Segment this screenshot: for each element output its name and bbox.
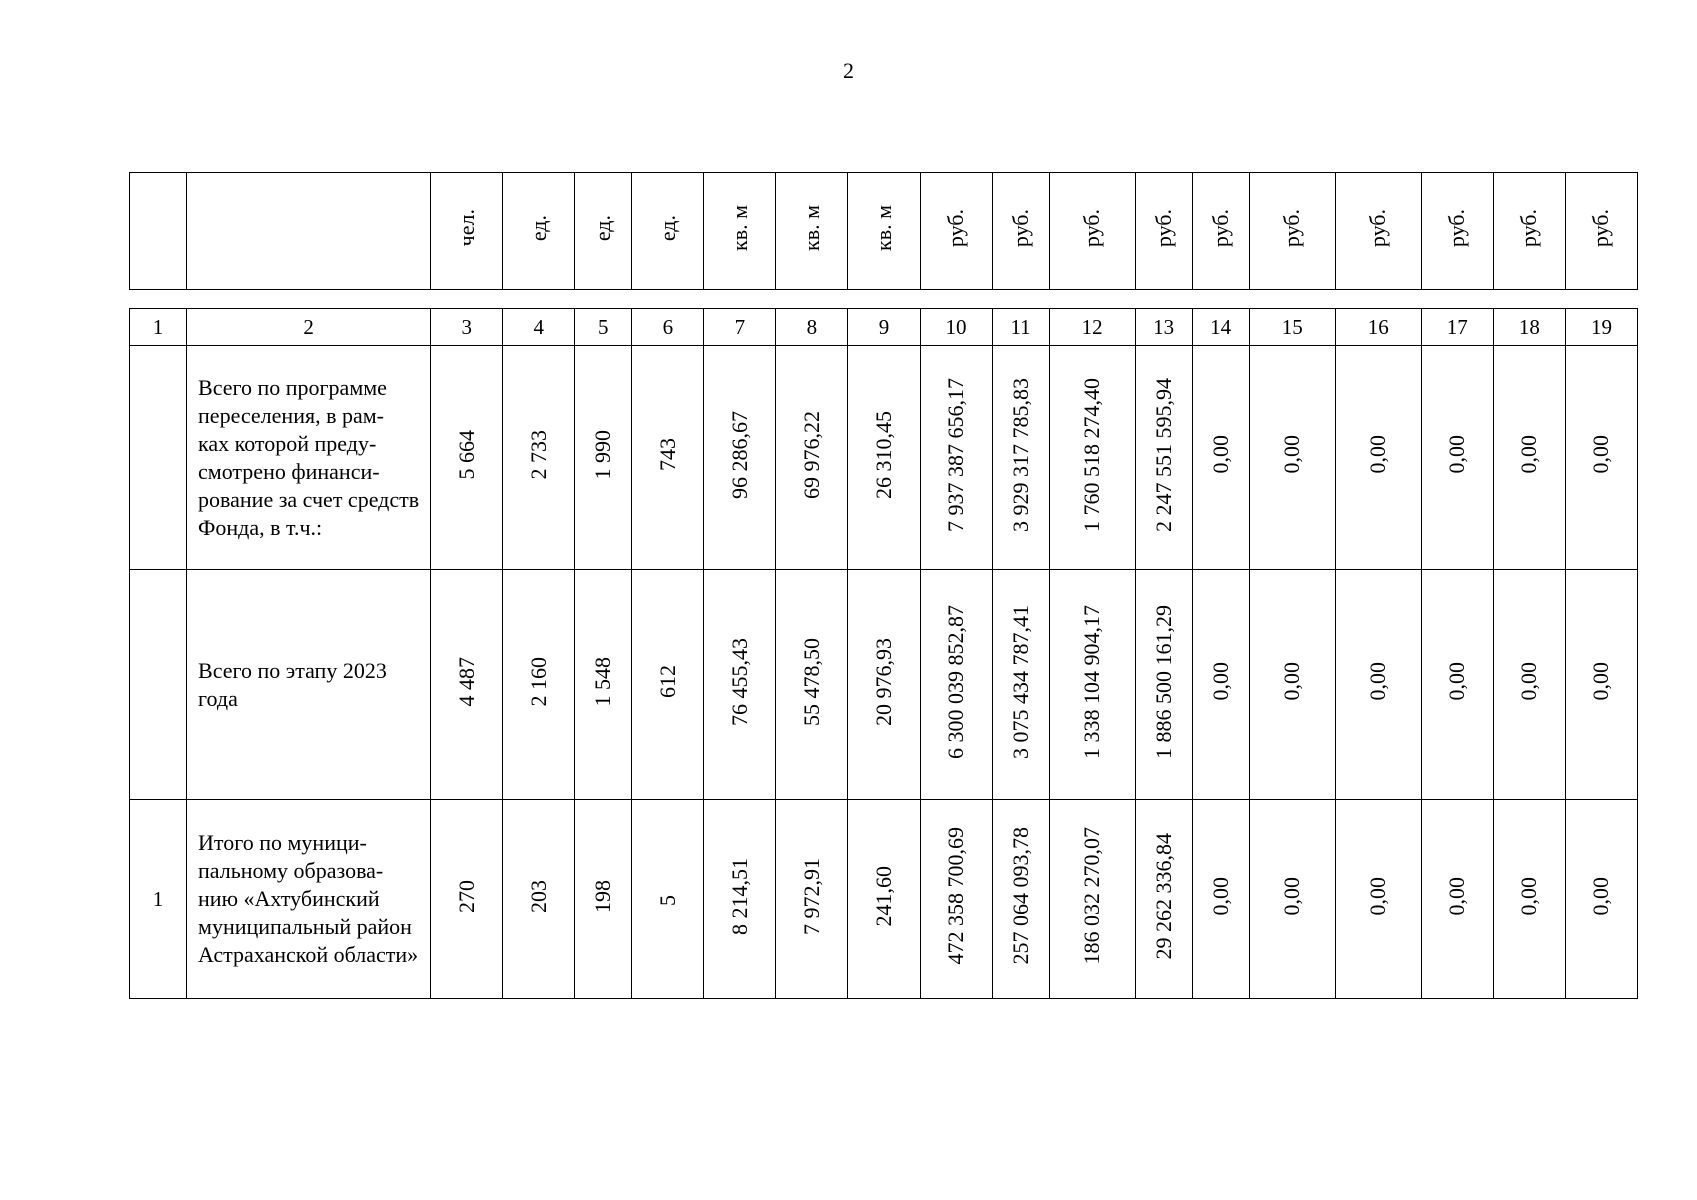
value-cell: 69 976,22 (776, 346, 848, 570)
data-table (129, 308, 1638, 999)
value-cell: 472 358 700,69 (920, 800, 992, 999)
value-cell: 96 286,67 (704, 346, 776, 570)
unit-cell: руб. (920, 173, 992, 290)
value-cell: 257 064 093,78 (992, 800, 1049, 999)
column-index-cell: 14 (1192, 309, 1249, 346)
value-cell: 1 886 500 161,29 (1135, 570, 1192, 800)
value-cell: 0,00 (1335, 570, 1421, 800)
unit-cell: ед. (503, 173, 575, 290)
row-number (130, 570, 187, 800)
value-cell: 203 (503, 800, 575, 999)
value-cell: 1 760 518 274,40 (1049, 346, 1135, 570)
unit-cell: руб. (1135, 173, 1192, 290)
unit-cell: руб. (1049, 173, 1135, 290)
column-index-cell: 15 (1249, 309, 1335, 346)
unit-cell: руб. (1565, 173, 1637, 290)
value-cell: 1 548 (575, 570, 632, 800)
column-index-cell: 2 (187, 309, 431, 346)
value-cell: 26 310,45 (848, 346, 920, 570)
unit-cell: руб. (1493, 173, 1565, 290)
value-cell: 0,00 (1249, 346, 1335, 570)
column-index-cell: 10 (920, 309, 992, 346)
unit-cell: руб. (1421, 173, 1493, 290)
value-cell: 0,00 (1421, 346, 1493, 570)
value-cell: 743 (632, 346, 704, 570)
value-cell: 2 247 551 595,94 (1135, 346, 1192, 570)
column-index-cell: 12 (1049, 309, 1135, 346)
value-cell: 7 937 387 656,17 (920, 346, 992, 570)
value-cell: 0,00 (1192, 570, 1249, 800)
unit-cell: руб. (992, 173, 1049, 290)
value-cell: 0,00 (1335, 800, 1421, 999)
unit-cell: кв. м (776, 173, 848, 290)
value-cell: 20 976,93 (848, 570, 920, 800)
value-cell: 76 455,43 (704, 570, 776, 800)
value-cell: 0,00 (1565, 346, 1637, 570)
units-row (130, 173, 1638, 290)
value-cell: 7 972,91 (776, 800, 848, 999)
table-row (130, 800, 1638, 999)
page-number: 2 (843, 58, 854, 83)
column-index-cell: 3 (431, 309, 503, 346)
header-cell-empty (130, 173, 187, 290)
header-cell-empty (187, 173, 431, 290)
value-cell: 198 (575, 800, 632, 999)
row-number (130, 346, 187, 570)
value-cell: 3 929 317 785,83 (992, 346, 1049, 570)
value-cell: 0,00 (1421, 570, 1493, 800)
column-index-cell: 17 (1421, 309, 1493, 346)
value-cell: 0,00 (1493, 800, 1565, 999)
value-cell: 612 (632, 570, 704, 800)
value-cell: 29 262 336,84 (1135, 800, 1192, 999)
row-label: Всего по программе переселения, в рам- ках которой преду- смотрено финанси- рование за счет средств Фонда, в т.ч.: (187, 346, 431, 570)
value-cell: 6 300 039 852,87 (920, 570, 992, 800)
unit-cell: руб. (1249, 173, 1335, 290)
row-number: 1 (130, 800, 187, 999)
units-header-table (129, 172, 1638, 290)
table-row (130, 570, 1638, 800)
unit-cell: руб. (1192, 173, 1249, 290)
column-index-cell: 13 (1135, 309, 1192, 346)
value-cell: 1 990 (575, 346, 632, 570)
column-index-cell: 16 (1335, 309, 1421, 346)
column-index-cell: 7 (704, 309, 776, 346)
column-index-cell: 4 (503, 309, 575, 346)
column-index-cell: 8 (776, 309, 848, 346)
value-cell: 186 032 270,07 (1049, 800, 1135, 999)
unit-cell: кв. м (848, 173, 920, 290)
column-index-row (130, 309, 1638, 346)
value-cell: 8 214,51 (704, 800, 776, 999)
column-index-cell: 19 (1565, 309, 1637, 346)
unit-cell: ед. (575, 173, 632, 290)
value-cell: 0,00 (1493, 570, 1565, 800)
value-cell: 1 338 104 904,17 (1049, 570, 1135, 800)
value-cell: 0,00 (1565, 800, 1637, 999)
value-cell: 55 478,50 (776, 570, 848, 800)
value-cell: 5 (632, 800, 704, 999)
row-label: Всего по этапу 2023 года (187, 570, 431, 800)
column-index-cell: 6 (632, 309, 704, 346)
row-label: Итого по муници- пальному образова- нию «Ахтубинский муниципальный район Астраханской области» (187, 800, 431, 999)
value-cell: 0,00 (1335, 346, 1421, 570)
value-cell: 0,00 (1493, 346, 1565, 570)
column-index-cell: 18 (1493, 309, 1565, 346)
column-index-cell: 11 (992, 309, 1049, 346)
value-cell: 5 664 (431, 346, 503, 570)
value-cell: 2 733 (503, 346, 575, 570)
value-cell: 0,00 (1249, 800, 1335, 999)
unit-cell: чел. (431, 173, 503, 290)
column-index-cell: 1 (130, 309, 187, 346)
value-cell: 0,00 (1565, 570, 1637, 800)
value-cell: 241,60 (848, 800, 920, 999)
value-cell: 0,00 (1421, 800, 1493, 999)
value-cell: 2 160 (503, 570, 575, 800)
unit-cell: руб. (1335, 173, 1421, 290)
table-row (130, 346, 1638, 570)
value-cell: 3 075 434 787,41 (992, 570, 1049, 800)
value-cell: 270 (431, 800, 503, 999)
column-index-cell: 5 (575, 309, 632, 346)
value-cell: 0,00 (1192, 800, 1249, 999)
value-cell: 0,00 (1249, 570, 1335, 800)
column-index-cell: 9 (848, 309, 920, 346)
unit-cell: ед. (632, 173, 704, 290)
value-cell: 4 487 (431, 570, 503, 800)
value-cell: 0,00 (1192, 346, 1249, 570)
unit-cell: кв. м (704, 173, 776, 290)
